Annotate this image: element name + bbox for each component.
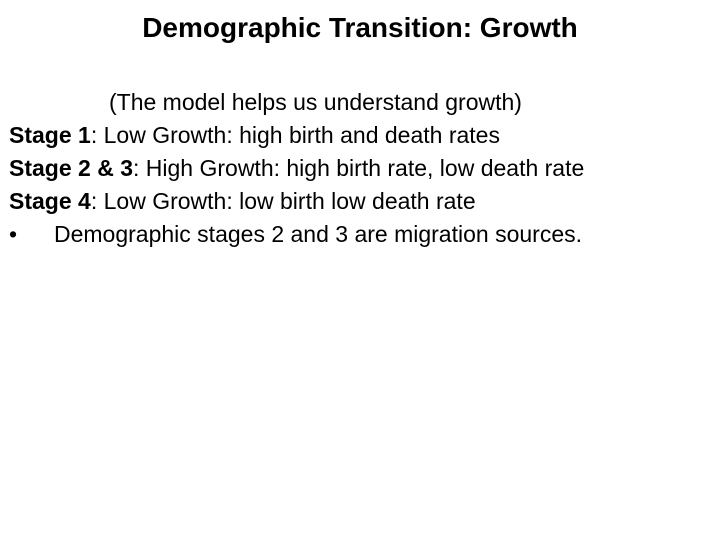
bullet-marker: • [9, 221, 18, 247]
stage-1-label: Stage 1 [9, 122, 91, 148]
stage-4-line [9, 185, 714, 218]
stage-2-3-description: : High Growth: high birth rate, low death rate [133, 155, 585, 181]
stage-1-description: : Low Growth: high birth and death rates [90, 122, 500, 148]
bullet-text: Demographic stages 2 and 3 are migration sources. [54, 221, 583, 247]
bullet-item [9, 218, 714, 251]
subtitle: (The model helps us understand growth) [109, 89, 522, 115]
slide-body [9, 86, 714, 251]
stage-4-label: Stage 4 [9, 188, 91, 214]
slide-title: Demographic Transition: Growth [142, 12, 578, 43]
stage-2-3-line [9, 152, 714, 185]
stage-2-3-label: Stage 2 & 3 [9, 155, 133, 181]
stage-4-description: : Low Growth: low birth low death rate [90, 188, 476, 214]
stage-1-line [9, 119, 714, 152]
